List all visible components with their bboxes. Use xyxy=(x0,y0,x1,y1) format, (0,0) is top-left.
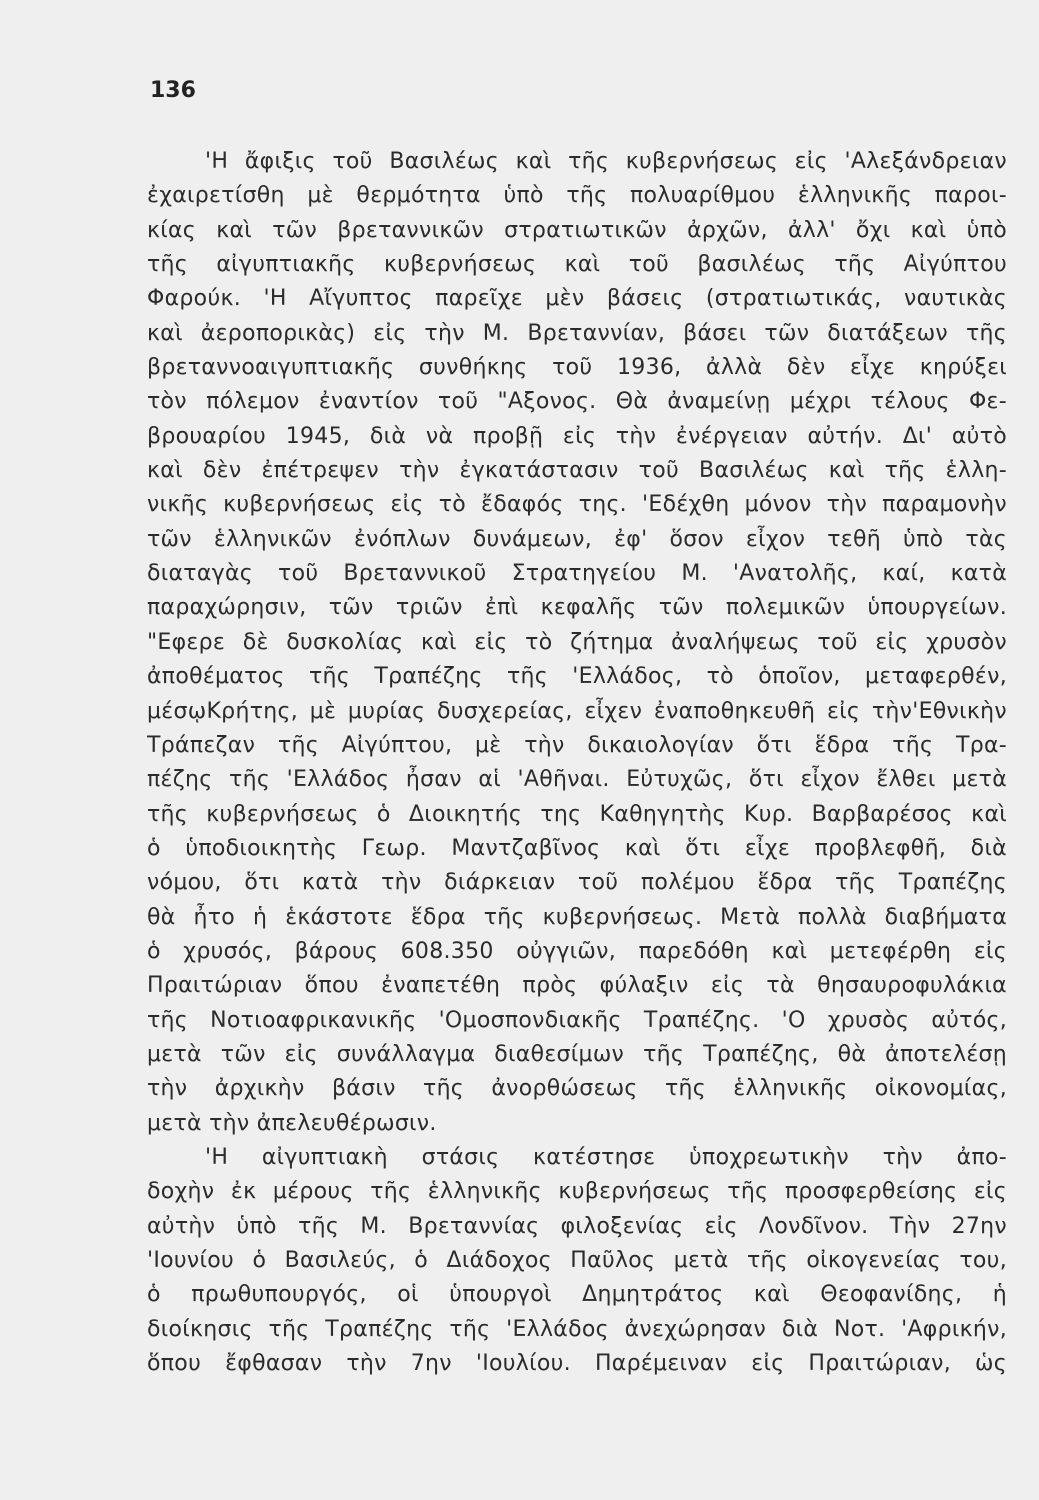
text-line: μέσῳΚρήτης, μὲ μυρίας δυσχερείας, εἶχεν ἐναποθηκευθῆ εἰς τὴν'Εθνικὴν xyxy=(147,698,1007,724)
text-line: τὴν ἀρχικὴν βάσιν τῆς ἀνορθώσεως τῆς ἑλληνικῆς οἰκονομίας, xyxy=(147,1076,1007,1102)
text-line: τὸν πόλεμον ἐναντίον τοῦ "Αξονος. Θὰ ἀναμείνῃ μέχρι τέλους Φε- xyxy=(147,389,1007,415)
text-line: διαταγὰς τοῦ Βρεταννικοῦ Στρατηγείου Μ. 'Ανατολῆς, καί, κατὰ xyxy=(147,561,1007,587)
text-line: νικῆς κυβερνήσεως εἰς τὸ ἔδαφός της. 'Εδέχθη μόνον τὴν παραμονὴν xyxy=(147,492,1007,518)
text-line: τῆς αἰγυπτιακῆς κυβερνήσεως καὶ τοῦ βασιλέως τῆς Αἰγύπτου xyxy=(147,252,1007,278)
text-line: βρεταννοαιγυπτιακῆς συνθήκης τοῦ 1936, ἀλλὰ δὲν εἶχε κηρύξει xyxy=(147,355,1007,381)
text-line: τῆς Νοτιοαφρικανικῆς 'Ομοσπονδιακῆς Τραπέζης. 'Ο χρυσὸς αὐτός, xyxy=(147,1007,1007,1033)
text-line: νόμου, ὅτι κατὰ τὴν διάρκειαν τοῦ πολέμου ἕδρα τῆς Τραπέζης xyxy=(147,870,1007,896)
text-line: βρουαρίου 1945, διὰ νὰ προβῇ εἰς τὴν ἐνέργειαν αὐτήν. Δι' αὐτὸ xyxy=(147,423,1007,449)
text-line: μετὰ τὴν ἀπελευθέρωσιν. xyxy=(147,1110,437,1136)
text-line: Πραιτώριαν ὅπου ἐναπετέθη πρὸς φύλαξιν εἰς τὰ θησαυροφυλάκια xyxy=(147,973,1007,999)
text-line: Φαρούκ. 'Η Αἴγυπτος παρεῖχε μὲν βάσεις (στρατιωτικάς, ναυτικὰς xyxy=(147,286,1007,312)
text-line: "Εφερε δὲ δυσκολίας καὶ εἰς τὸ ζήτημα ἀναλήψεως τοῦ εἰς χρυσὸν xyxy=(147,629,1007,655)
text-line: τῆς κυβερνήσεως ὁ Διοικητής της Καθηγητὴς Κυρ. Βαρβαρέσος καὶ xyxy=(147,801,1007,827)
text-line: 'Η αἰγυπτιακὴ στάσις κατέστησε ὑποχρεωτικὴν τὴν ἀπο- xyxy=(205,1144,1007,1170)
body-text xyxy=(147,145,1007,1381)
text-line: κίας καὶ τῶν βρεταννικῶν στρατιωτικῶν ἀρχῶν, ἀλλ' ὄχι καὶ ὑπὸ xyxy=(147,217,1007,243)
text-line: διοίκησις τῆς Τραπέζης τῆς 'Ελλάδος ἀνεχώρησαν διὰ Νοτ. 'Αφρικήν, xyxy=(147,1316,1007,1342)
page-number: 136 xyxy=(150,78,196,103)
text-line: μετὰ τῶν εἰς συνάλλαγμα διαθεσίμων τῆς Τραπέζης, θὰ ἀποτελέσῃ xyxy=(147,1041,1007,1067)
text-line: 'Η ἄφιξις τοῦ Βασιλέως καὶ τῆς κυβερνήσεως εἰς 'Αλεξάνδρειαν xyxy=(205,149,1007,174)
text-line: ὁ χρυσός, βάρους 608.350 οὐγγιῶν, παρεδόθη καὶ μετεφέρθη εἰς xyxy=(147,938,1007,964)
text-line: δοχὴν ἐκ μέρους τῆς ἑλληνικῆς κυβερνήσεως τῆς προσφερθείσης εἰς xyxy=(147,1179,1007,1205)
text-line: παραχώρησιν, τῶν τριῶν ἐπὶ κεφαλῆς τῶν πολεμικῶν ὑπουργείων. xyxy=(147,595,1007,621)
text-line: ἐχαιρετίσθη μὲ θερμότητα ὑπὸ τῆς πολυαρίθμου ἑλληνικῆς παροι- xyxy=(147,183,1007,209)
text-line: καὶ δὲν ἐπέτρεψεν τὴν ἐγκατάστασιν τοῦ Βασιλέως καὶ τῆς ἑλλη- xyxy=(147,458,1007,484)
text-line: τῶν ἑλληνικῶν ἐνόπλων δυνάμεων, ἐφ' ὅσον εἶχον τεθῆ ὑπὸ τὰς xyxy=(147,526,1007,552)
text-line: ὅπου ἔφθασαν τὴν 7ην 'Ιουλίου. Παρέμειναν εἰς Πραιτώριαν, ὡς xyxy=(147,1351,1007,1377)
text-line: ὁ πρωθυπουργός, οἱ ὑπουργοὶ Δημητράτος καὶ Θεοφανίδης, ἡ xyxy=(147,1282,1007,1308)
text-line: 'Ιουνίου ὁ Βασιλεύς, ὁ Διάδοχος Παῦλος μετὰ τῆς οἰκογενείας του, xyxy=(147,1248,1007,1273)
text-line: καὶ ἀεροπορικὰς) εἰς τὴν Μ. Βρεταννίαν, βάσει τῶν διατάξεων τῆς xyxy=(147,320,1007,346)
text-line: Τράπεζαν τῆς Αἰγύπτου, μὲ τὴν δικαιολογίαν ὅτι ἕδρα τῆς Τρα- xyxy=(147,732,1007,758)
text-line: θὰ ἦτο ἡ ἑκάστοτε ἕδρα τῆς κυβερνήσεως. Μετὰ πολλὰ διαβήματα xyxy=(147,904,1007,930)
text-line: ἀποθέματος τῆς Τραπέζης τῆς 'Ελλάδος, τὸ ὁποῖον, μεταφερθέν, xyxy=(147,664,1007,690)
text-line: πέζης τῆς 'Ελλάδος ἦσαν αἱ 'Αθῆναι. Εὐτυχῶς, ὅτι εἶχον ἔλθει μετὰ xyxy=(147,767,1007,793)
text-line: αὐτὴν ὑπὸ τῆς Μ. Βρεταννίας φιλοξενίας εἰς Λονδῖνον. Τὴν 27ην xyxy=(147,1213,1007,1239)
text-line: ὁ ὑποδιοικητὴς Γεωρ. Μαντζαβῖνος καὶ ὅτι εἶχε προβλεφθῆ, διὰ xyxy=(147,835,1007,861)
